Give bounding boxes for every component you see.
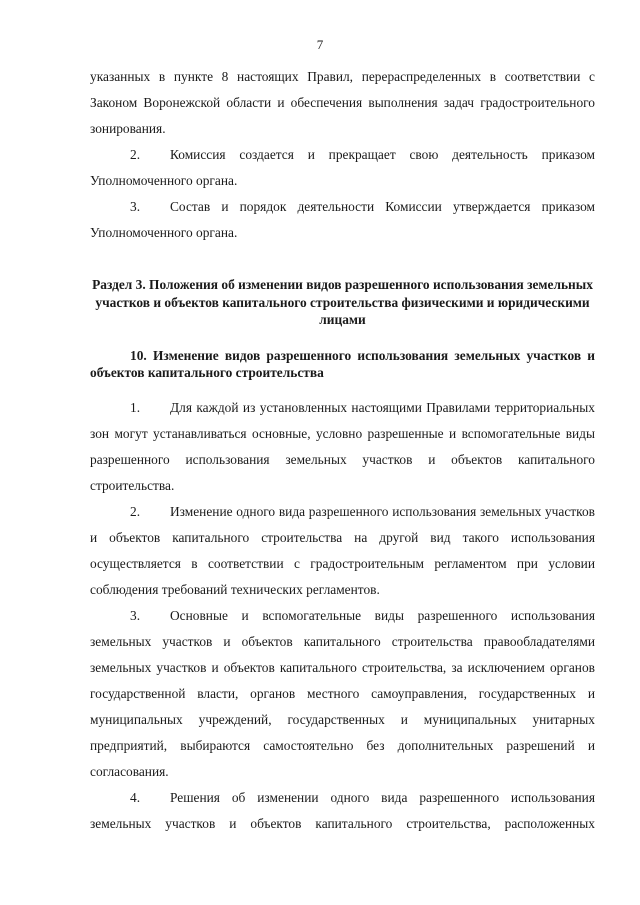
article-item-2 — [90, 499, 595, 603]
item-text: Для каждой из установленных настоящими Правилами территориальных зон могут устанавливаться основные, условно разрешенные и вспомогательные виды разрешенного использования земельных участков и объектов капитального строительства. — [90, 400, 595, 493]
page-number: 7 — [316, 37, 324, 52]
article-heading-block — [90, 347, 595, 381]
item-number: 4. — [130, 790, 141, 805]
intro-item-3 — [90, 194, 595, 246]
section-heading-block — [90, 276, 595, 329]
article-item-3 — [90, 603, 595, 785]
article-item-4 — [90, 785, 595, 837]
article-item-1 — [90, 395, 595, 499]
item-number: 2. — [130, 504, 141, 519]
article-body — [90, 395, 595, 837]
article-heading: 10. Изменение видов разрешенного использования земельных участков и объектов капитального строительства — [90, 348, 595, 380]
item-number: 2. — [130, 147, 141, 162]
intro-item-2 — [90, 142, 595, 194]
item-number: 3. — [130, 199, 141, 214]
item-text: Изменение одного вида разрешенного использования земельных участков и объектов капитального строительства на другой вид такого использования осуществляется в соответствии с градостроительным регламентом при условии соблюдения требований технических регламентов. — [90, 504, 595, 597]
item-number: 1. — [130, 400, 141, 415]
item-text: Комиссия создается и прекращает свою деятельность приказом Уполномоченного органа. — [90, 147, 595, 188]
item-text: Основные и вспомогательные виды разрешенного использования земельных участков и объектов капитального строительства правообладателями земельных участков и объектов капитального строительства, за исключением органов государственной власти, органов местного самоуправления, государственных и муниципальных учреждений, государственных и муниципальных унитарных предприятий, выбираются самостоятельно без дополнительных разрешений и согласования. — [90, 608, 595, 779]
item-number: 3. — [130, 608, 141, 623]
item-text: Состав и порядок деятельности Комиссии утверждается приказом Уполномоченного органа. — [90, 199, 595, 240]
section-heading: Раздел 3. Положения об изменении видов разрешенного использования земельных участков и объектов капитального строительства физическими и юридическими лицами — [92, 277, 593, 327]
item-text: Решения об изменении одного вида разрешенного использования земельных участков и объектов капитального строительства, расположенных — [90, 790, 595, 831]
intro-block — [90, 64, 595, 246]
continuation-paragraph: указанных в пункте 8 настоящих Правил, перераспределенных в соответствии с Законом Воронежской области и обеспечения выполнения задач градостроительного зонирования. — [90, 69, 595, 136]
